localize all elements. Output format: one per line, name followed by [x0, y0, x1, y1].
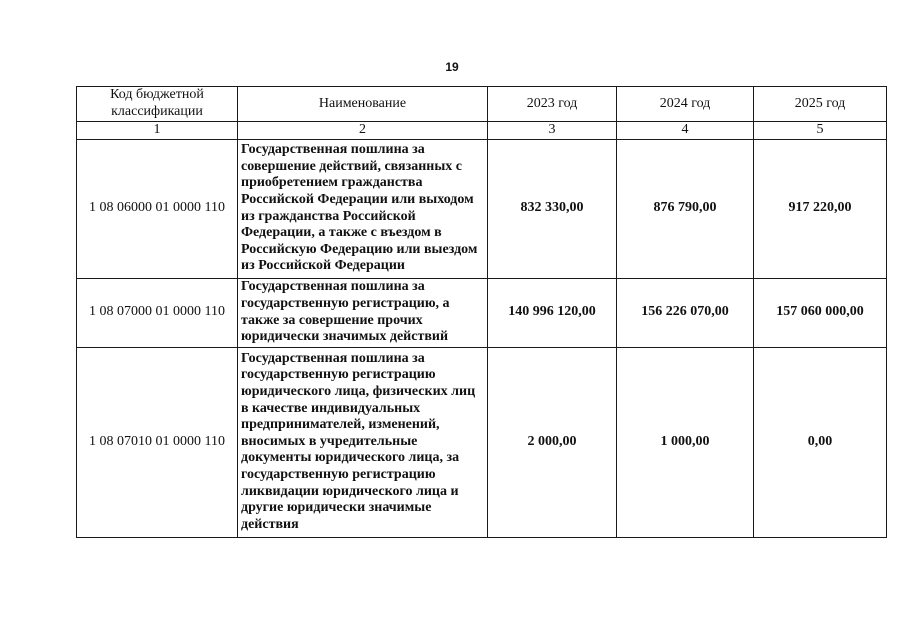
table-row — [77, 347, 887, 537]
table-row — [77, 278, 887, 347]
row-value-2025: 0,00 — [754, 347, 887, 537]
header-code: Код бюджетной классификации — [77, 87, 238, 122]
row-value-2023: 2 000,00 — [488, 347, 617, 537]
row-code: 1 08 06000 01 0000 110 — [77, 139, 238, 278]
row-value-2025: 157 060 000,00 — [754, 278, 887, 347]
row-value-2024: 156 226 070,00 — [617, 278, 754, 347]
column-number: 2 — [238, 122, 488, 140]
header-2024: 2024 год — [617, 87, 754, 122]
column-number-row — [77, 122, 887, 140]
header-2023: 2023 год — [488, 87, 617, 122]
row-value-2025: 917 220,00 — [754, 139, 887, 278]
column-number: 5 — [754, 122, 887, 140]
row-name: Государственная пошлина за совершение действий, связанных с приобретением гражданства Российской Федерации или выходом из гражданства Российской Федерации, а также с въездом в Российскую Федерацию или выездом из Российской Федерации — [238, 139, 488, 278]
row-value-2023: 140 996 120,00 — [488, 278, 617, 347]
page-number: 19 — [445, 60, 459, 74]
column-number: 4 — [617, 122, 754, 140]
row-code: 1 08 07010 01 0000 110 — [77, 347, 238, 537]
row-value-2024: 1 000,00 — [617, 347, 754, 537]
row-name: Государственная пошлина за государственную регистрацию юридического лица, физических лиц в качестве индивидуальных предпринимателей, изменений, вносимых в учредительные документы юридического лица, за государственную регистрацию ликвидации юридического лица и другие юридически значимые действия — [238, 347, 488, 537]
table-header-row — [77, 87, 887, 122]
header-2025: 2025 год — [754, 87, 887, 122]
budget-table — [76, 86, 887, 538]
table-row — [77, 139, 887, 278]
column-number: 1 — [77, 122, 238, 140]
row-value-2023: 832 330,00 — [488, 139, 617, 278]
row-name: Государственная пошлина за государственную регистрацию, а также за совершение прочих юридически значимых действий — [238, 278, 488, 347]
row-code: 1 08 07000 01 0000 110 — [77, 278, 238, 347]
column-number: 3 — [488, 122, 617, 140]
row-value-2024: 876 790,00 — [617, 139, 754, 278]
header-name: Наименование — [238, 87, 488, 122]
